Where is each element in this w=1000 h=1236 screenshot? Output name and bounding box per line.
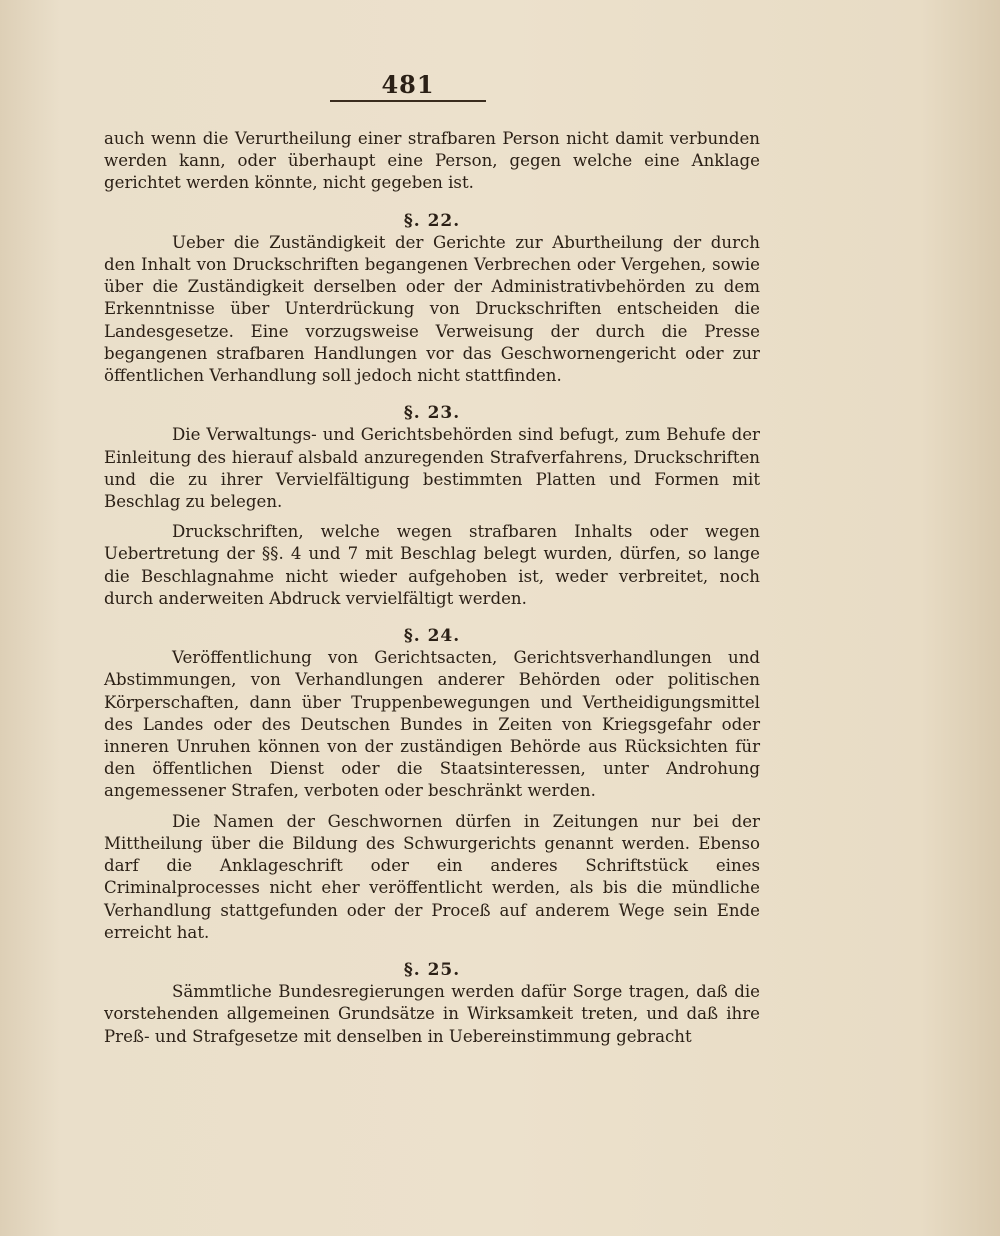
section-23-paragraph-1: Die Verwaltungs- und Gerichtsbehörden sind befugt, zum Behufe der Einleitung des hierauf alsbald anzuregenden Strafverfahrens, Druckschriften und die zu ihrer Vervielfältigung bestimmten Platten und Formen mit Beschlag zu belegen. [104, 425, 760, 512]
section-22-paragraph-1: Ueber die Zuständigkeit der Gerichte zur Aburtheilung der durch den Inhalt von Druckschriften begangenen Verbrechen oder Vergehen, sowie über die Zuständigkeit derselben oder der Administrativbehörden zu dem Erkenntnisse über Unterdrückung von Druckschriften entscheiden die Landesgesetze. Eine vorzugsweise Verweisung der durch die Presse begangenen strafbaren Handlungen vor das Geschwornengericht oder zur öffentlichen Verhandlung soll jedoch nicht stattfinden. [104, 232, 760, 386]
section-23-heading: §. 23. [403, 403, 461, 424]
section-22-heading: §. 22. [403, 210, 461, 231]
section-24-heading: §. 24. [403, 626, 461, 647]
section-25-heading: §. 25. [403, 959, 461, 980]
paragraph-continuation: auch wenn die Verurtheilung einer strafbaren Person nicht damit verbunden werden kann, oder überhaupt eine Person, gegen welche eine Anklage gerichtet werden könnte, nicht gegeben ist. [104, 129, 760, 193]
section-23-paragraph-2: Druckschriften, welche wegen strafbaren Inhalts oder wegen Uebertretung der §§. 4 und 7 mit Beschlag belegt wurden, dürfen, so lange die Beschlagnahme nicht wieder aufgehoben ist, weder verbreitet, noch durch anderweiten Abdruck vervielfältigt werden. [104, 522, 760, 608]
section-24-paragraph-1: Veröffentlichung von Gerichtsacten, Gerichtsverhandlungen und Abstimmungen, von Verhandlungen anderer Behörden oder politischen Körperschaften, dann über Truppenbewegungen und Vertheidigungsmittel des Landes oder des Deutschen Bundes in Zeiten von Kriegsgefahr oder inneren Unruhen können von der zuständigen Behörde aus Rücksichten für den öffentlichen Dienst oder die Staatsinteressen, unter Androhung angemessener Strafen, verboten oder beschränkt werden. [104, 648, 760, 801]
header-rule [330, 100, 486, 102]
body-text [104, 128, 760, 1048]
section-24-paragraph-2: Die Namen der Geschwornen dürfen in Zeitungen nur bei der Mittheilung über die Bildung des Schwurgerichts genannt werden. Ebenso darf die Anklageschrift oder ein anderes Schriftstück eines Criminalprocesses nicht eher veröffentlicht werden, als bis die mündliche Verhandlung stattgefunden oder der Proceß auf anderem Wege sein Ende erreicht hat. [104, 811, 760, 942]
section-25-paragraph-1: Sämmtliche Bundesregierungen werden dafür Sorge tragen, daß die vorstehenden allgemeinen Grundsätze in Wirksamkeit treten, und daß ihre Preß- und Strafgesetze mit denselben in Uebereinstimmung gebracht [104, 982, 760, 1046]
page-number: 481 [381, 70, 435, 99]
